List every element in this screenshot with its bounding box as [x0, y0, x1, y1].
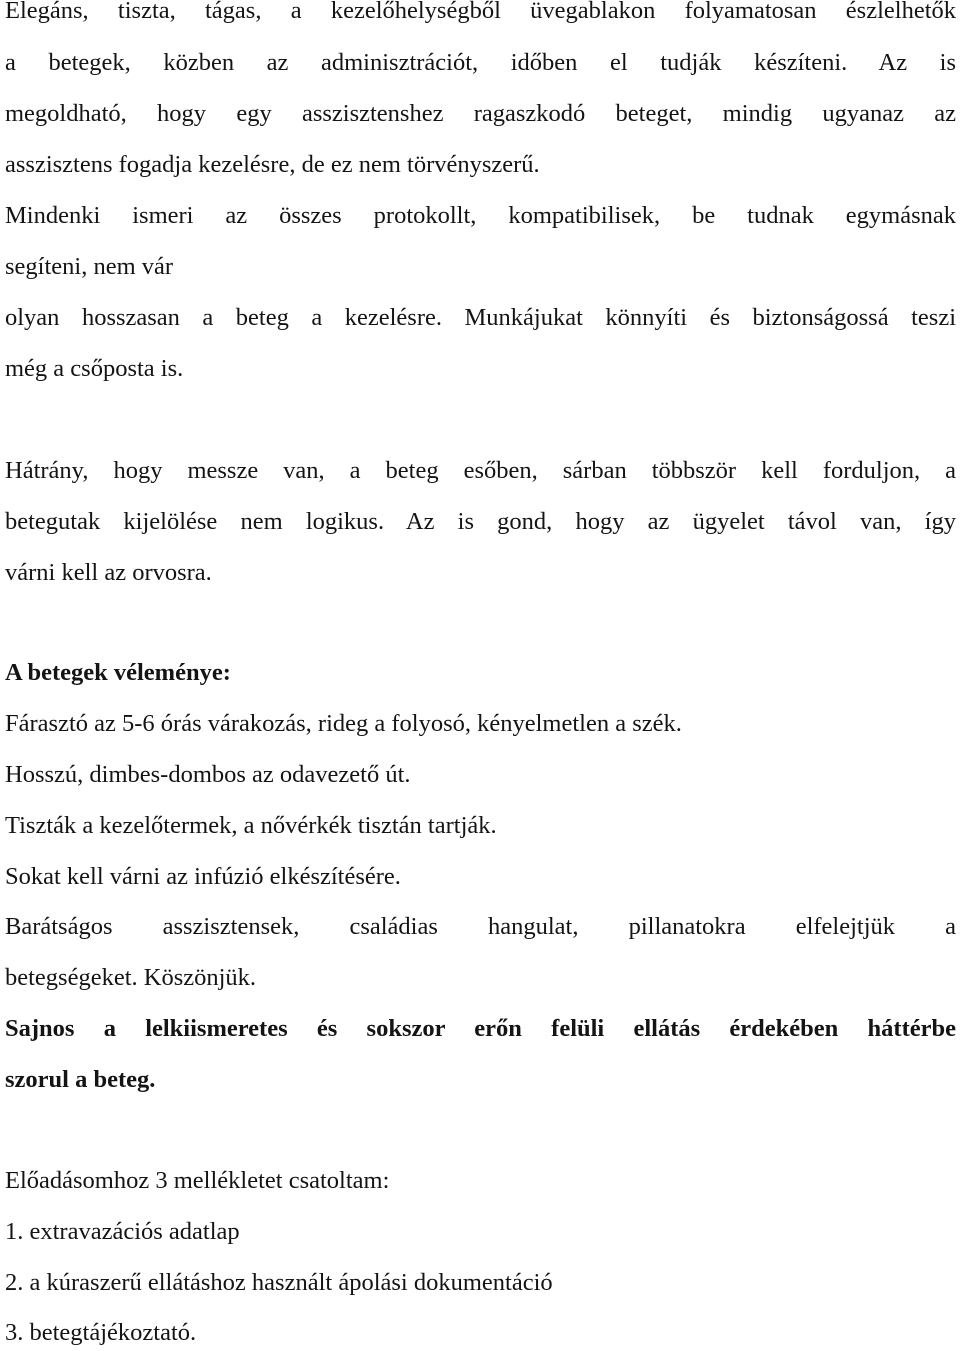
opinion-line: betegségeket. Köszönjük. [5, 964, 257, 991]
text-line: asszisztens fogadja kezelésre, de ez nem törvényszerű. [5, 151, 540, 178]
opinion-line: Tiszták a kezelőtermek, a nővérkék tisztán tartják. [5, 812, 497, 839]
text-line: olyan hosszasan a beteg a kezelésre. Munkájukat könnyíti és biztonságossá teszi [5, 304, 956, 331]
opinion-line: Barátságos asszisztensek, családias hangulat, pillanatokra elfelejtjük a [5, 913, 956, 940]
opinion-line: Hosszú, dimbes-dombos az odavezető út. [5, 761, 411, 788]
text-line: a betegek, közben az adminisztrációt, időben el tudják készíteni. Az is [5, 49, 956, 76]
attachment-item: 3. betegtájékoztató. [5, 1319, 197, 1346]
opinion-bold-line: szorul a beteg. [5, 1066, 156, 1093]
text-line: Mindenki ismeri az összes protokollt, kompatibilisek, be tudnak egymásnak [5, 202, 956, 229]
text-line: Elegáns, tiszta, tágas, a kezelőhelységből üvegablakon folyamatosan észlelhetők [5, 0, 956, 24]
attachments-intro: Előadásomhoz 3 mellékletet csatoltam: [5, 1167, 390, 1194]
attachment-item: 2. a kúraszerű ellátáshoz használt ápolási dokumentáció [5, 1269, 553, 1296]
text-line: Hátrány, hogy messze van, a beteg esőben, sárban többször kell forduljon, a [5, 457, 956, 484]
text-line: várni kell az orvosra. [5, 559, 212, 586]
text-line: betegutak kijelölése nem logikus. Az is gond, hogy az ügyelet távol van, így [5, 508, 956, 535]
opinion-line: Fárasztó az 5-6 órás várakozás, rideg a folyosó, kényelmetlen a szék. [5, 710, 682, 737]
text-line: segíteni, nem vár [5, 253, 174, 280]
text-line: megoldható, hogy egy asszisztenshez ragaszkodó beteget, mindig ugyanaz az [5, 100, 956, 127]
opinion-line: Sokat kell várni az infúzió elkészítésére. [5, 863, 401, 890]
text-line: még a csőposta is. [5, 355, 184, 382]
opinion-bold-line: Sajnos a lelkiismeretes és sokszor erőn felüli ellátás érdekében háttérbe [5, 1015, 956, 1042]
section-heading: A betegek véleménye: [5, 659, 231, 686]
attachment-item: 1. extravazációs adatlap [5, 1218, 240, 1245]
